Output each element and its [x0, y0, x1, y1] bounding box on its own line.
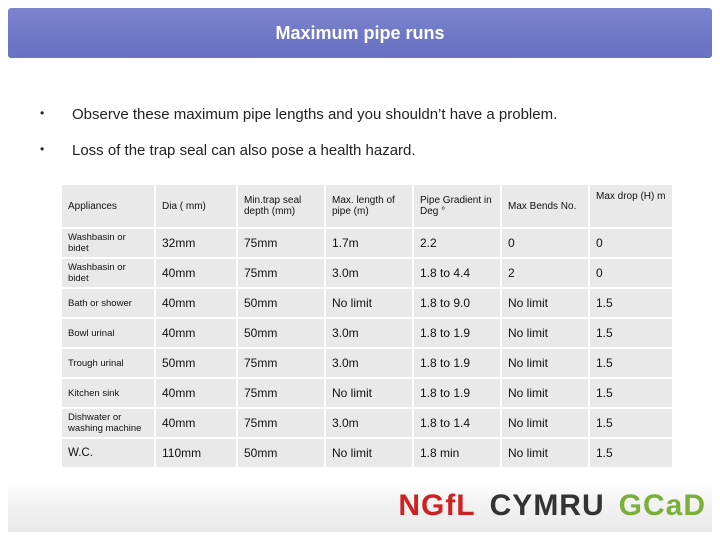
- table-row: [61, 438, 673, 468]
- cell-max-drop: 0: [589, 258, 673, 288]
- cell-trap-seal: 50mm: [237, 288, 325, 318]
- cell-max-drop: 1.5: [589, 378, 673, 408]
- cell-gradient: 2.2: [413, 228, 501, 258]
- cell-appliance: Kitchen sink: [61, 378, 155, 408]
- cell-max-length: 3.0m: [325, 258, 413, 288]
- cell-max-length: No limit: [325, 288, 413, 318]
- table-row: [61, 378, 673, 408]
- cell-trap-seal: 75mm: [237, 258, 325, 288]
- cell-max-bends: No limit: [501, 378, 589, 408]
- cell-trap-seal: 75mm: [237, 408, 325, 438]
- cell-max-drop: 1.5: [589, 348, 673, 378]
- cell-appliance: W.C.: [61, 438, 155, 468]
- cell-max-length: No limit: [325, 378, 413, 408]
- table-row: [61, 228, 673, 258]
- cell-max-drop: 1.5: [589, 288, 673, 318]
- title-bar: [8, 8, 712, 58]
- table-row: [61, 318, 673, 348]
- header-max-drop: Max drop (H) m: [589, 184, 673, 228]
- bullet-item: [40, 100, 680, 136]
- cell-appliance: Washbasin or bidet: [61, 258, 155, 288]
- cell-trap-seal: 50mm: [237, 438, 325, 468]
- cell-appliance: Bath or shower: [61, 288, 155, 318]
- cell-max-bends: No limit: [501, 348, 589, 378]
- cell-gradient: 1.8 to 4.4: [413, 258, 501, 288]
- cell-max-bends: 2: [501, 258, 589, 288]
- bullet-list: [40, 100, 680, 172]
- cell-max-bends: 0: [501, 228, 589, 258]
- cell-appliance: Washbasin or bidet: [61, 228, 155, 258]
- ngfl-logo: NGfL: [398, 489, 476, 522]
- cymru-logo: CYMRU: [489, 489, 605, 522]
- cell-appliance: Trough urinal: [61, 348, 155, 378]
- cell-gradient: 1.8 to 1.9: [413, 378, 501, 408]
- table-row: [61, 408, 673, 438]
- slide-title: Maximum pipe runs: [275, 23, 445, 43]
- cell-appliance: Bowl urinal: [61, 318, 155, 348]
- cell-dia: 110mm: [155, 438, 237, 468]
- pipe-runs-table: [60, 183, 674, 469]
- table-row: [61, 258, 673, 288]
- bullet-text: Loss of the trap seal can also pose a health hazard.: [72, 142, 416, 159]
- header-trap-seal: Min.trap seal depth (mm): [237, 184, 325, 228]
- cell-max-length: 3.0m: [325, 318, 413, 348]
- cell-trap-seal: 50mm: [237, 318, 325, 348]
- cell-max-drop: 1.5: [589, 438, 673, 468]
- header-dia: Dia ( mm): [155, 184, 237, 228]
- cell-dia: 40mm: [155, 288, 237, 318]
- header-max-bends: Max Bends No.: [501, 184, 589, 228]
- cell-max-length: 3.0m: [325, 408, 413, 438]
- cell-max-bends: No limit: [501, 288, 589, 318]
- cell-dia: 40mm: [155, 408, 237, 438]
- cell-dia: 40mm: [155, 258, 237, 288]
- header-max-length: Max. length of pipe (m): [325, 184, 413, 228]
- bullet-icon: •: [40, 142, 45, 156]
- cell-max-length: 1.7m: [325, 228, 413, 258]
- table-row: [61, 288, 673, 318]
- cell-gradient: 1.8 to 1.4: [413, 408, 501, 438]
- cell-max-length: 3.0m: [325, 348, 413, 378]
- cell-max-length: No limit: [325, 438, 413, 468]
- cell-gradient: 1.8 to 9.0: [413, 288, 501, 318]
- gcad-logo: GCaD: [618, 489, 706, 522]
- cell-dia: 40mm: [155, 378, 237, 408]
- header-appliances: Appliances: [61, 184, 155, 228]
- cell-dia: 40mm: [155, 318, 237, 348]
- cell-max-drop: 1.5: [589, 408, 673, 438]
- cell-gradient: 1.8 to 1.9: [413, 348, 501, 378]
- cell-dia: 50mm: [155, 348, 237, 378]
- bullet-item: [40, 136, 680, 172]
- table-row: [61, 348, 673, 378]
- cell-max-bends: No limit: [501, 408, 589, 438]
- cell-trap-seal: 75mm: [237, 378, 325, 408]
- bullet-icon: •: [40, 106, 45, 120]
- header-gradient: Pipe Gradient in Deg °: [413, 184, 501, 228]
- cell-max-bends: No limit: [501, 438, 589, 468]
- bullet-text: Observe these maximum pipe lengths and you shouldn’t have a problem.: [72, 106, 558, 123]
- cell-trap-seal: 75mm: [237, 348, 325, 378]
- cell-max-drop: 1.5: [589, 318, 673, 348]
- cell-appliance: Dishwater or washing machine: [61, 408, 155, 438]
- cell-max-bends: No limit: [501, 318, 589, 348]
- cell-gradient: 1.8 to 1.9: [413, 318, 501, 348]
- cell-dia: 32mm: [155, 228, 237, 258]
- table-header-row: [61, 184, 673, 228]
- cell-trap-seal: 75mm: [237, 228, 325, 258]
- cell-max-drop: 0: [589, 228, 673, 258]
- logo-strip: [398, 489, 706, 521]
- cell-gradient: 1.8 min: [413, 438, 501, 468]
